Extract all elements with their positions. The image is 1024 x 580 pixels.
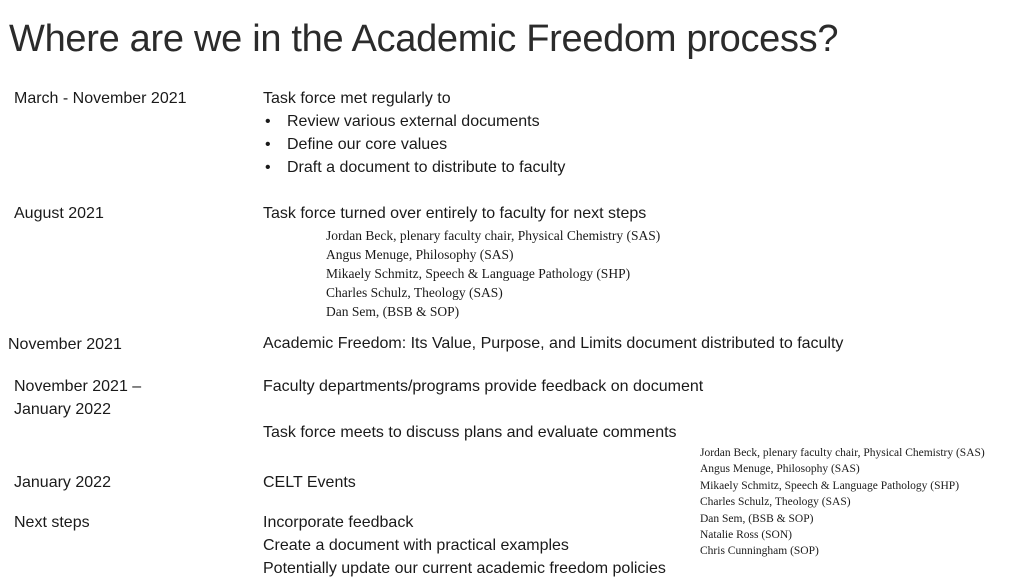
task-force-bullet-list <box>263 110 565 179</box>
next-step-line: Create a document with practical examples <box>263 537 569 554</box>
member-name: Dan Sem, (BSB & SOP) <box>700 512 814 525</box>
faculty-member-list <box>326 226 660 321</box>
member-name: Mikaely Schmitz, Speech & Language Pathology (SHP) <box>700 479 960 492</box>
next-steps-block <box>263 511 666 580</box>
member-name: Jordan Beck, plenary faculty chair, Physical Chemistry (SAS) <box>700 447 985 459</box>
date-august-2021: August 2021 <box>14 205 104 222</box>
document-distributed-text: Academic Freedom: Its Value, Purpose, and Limits document distributed to faculty <box>263 335 844 352</box>
member-name: Dan Sem, (BSB & SOP) <box>326 304 460 319</box>
member-name: Natalie Ross (SON) <box>700 529 792 542</box>
date-line: January 2022 <box>14 401 111 418</box>
member-name: Angus Menuge, Philosophy (SAS) <box>700 463 860 476</box>
next-step-line: Incorporate feedback <box>263 514 414 531</box>
member-name: Charles Schulz, Theology (SAS) <box>326 285 503 300</box>
next-step-line: Potentially update our current academic freedom policies <box>263 560 666 577</box>
bullet-item: • Review various external documents <box>263 110 565 133</box>
member-name: Jordan Beck, plenary faculty chair, Physical Chemistry (SAS) <box>326 228 661 243</box>
task-force-met-text: Task force met regularly to <box>263 90 451 107</box>
date-november-2021: November 2021 <box>8 336 122 353</box>
feedback-text: Faculty departments/programs provide feedback on document <box>263 378 704 395</box>
bullet-item: • Draft a document to distribute to faculty <box>263 156 565 179</box>
date-next-steps: Next steps <box>14 514 90 531</box>
task-force-turned-over-text: Task force turned over entirely to faculty for next steps <box>263 205 647 222</box>
member-name: Charles Schulz, Theology (SAS) <box>700 496 851 509</box>
date-march-november-2021: March - November 2021 <box>14 90 187 107</box>
task-force-member-list <box>700 445 985 560</box>
member-name: Angus Menuge, Philosophy (SAS) <box>326 247 514 262</box>
date-january-2022: January 2022 <box>14 474 111 491</box>
bullet-item: • Define our core values <box>263 133 565 156</box>
member-name: Chris Cunningham (SOP) <box>700 545 819 558</box>
member-name: Mikaely Schmitz, Speech & Language Pathology (SHP) <box>326 266 631 281</box>
date-november-2021-january-2022 <box>14 375 141 421</box>
task-force-meets-text: Task force meets to discuss plans and evaluate comments <box>263 424 677 441</box>
slide-title: Where are we in the Academic Freedom process? <box>9 18 839 60</box>
date-line: November 2021 – <box>14 378 142 395</box>
celt-events-text: CELT Events <box>263 474 356 491</box>
task-force-met-block <box>263 87 565 179</box>
